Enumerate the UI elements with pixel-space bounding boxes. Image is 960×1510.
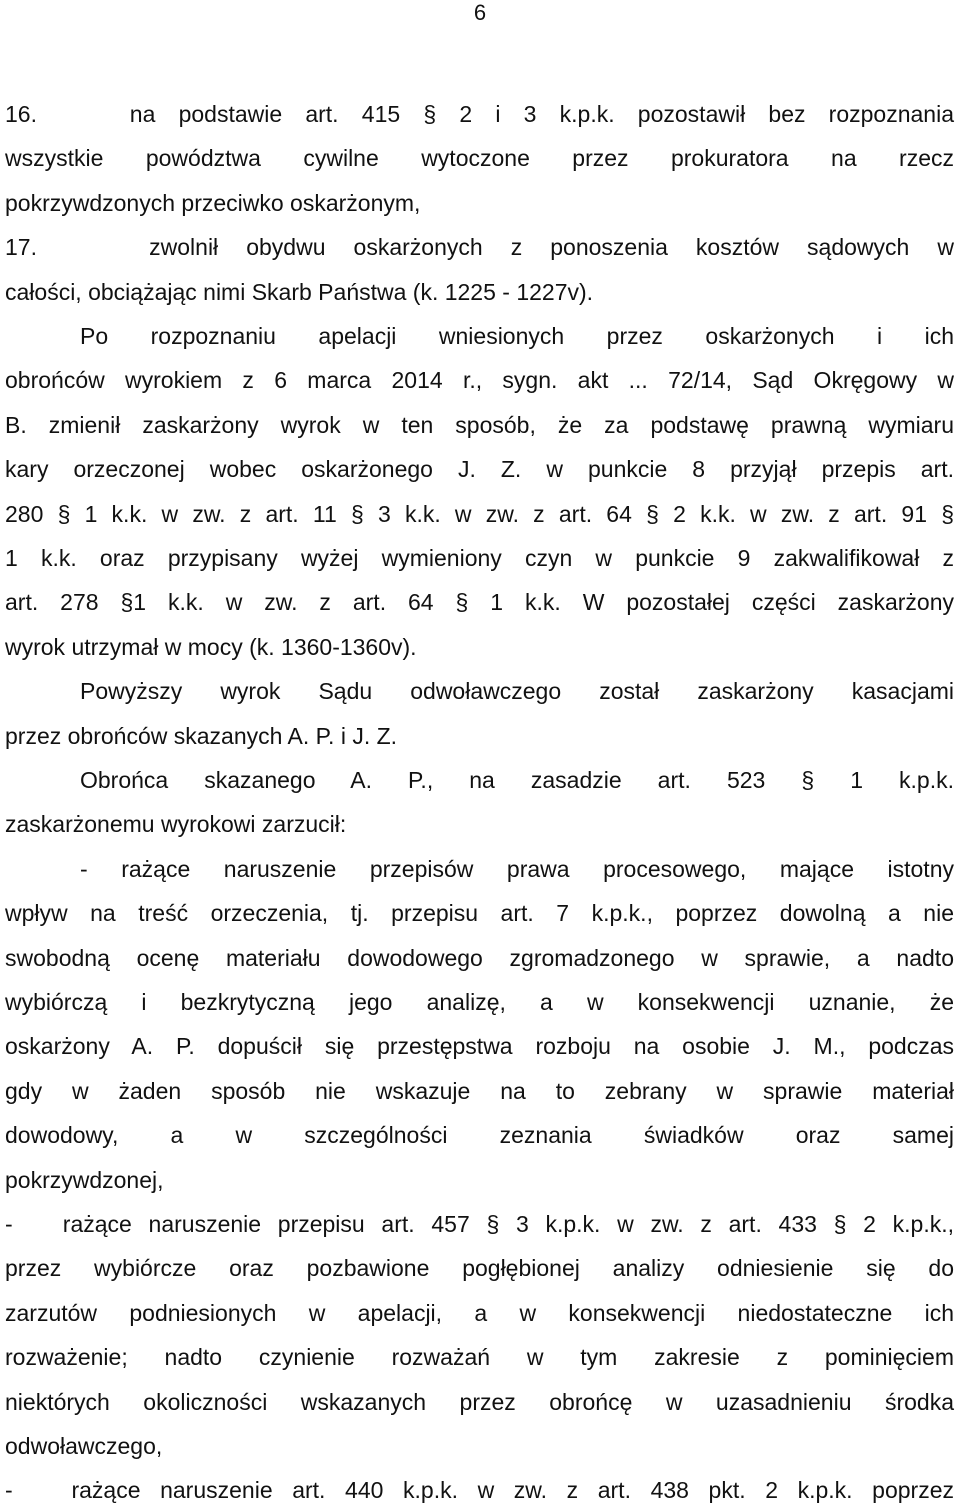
text-line: obrońców wyrokiem z 6 marca 2014 r., sygn. akt ... 72/14, Sąd Okręgowy w bbox=[5, 367, 954, 394]
text-line: przez obrońców skazanych A. P. i J. Z. bbox=[5, 722, 398, 749]
text-line: dowodowy, a w szczególności zeznania świadków oraz samej bbox=[5, 1122, 954, 1149]
text-line: - rażące naruszenie art. 440 k.p.k. w zw. z art. 438 pkt. 2 k.p.k. poprzez bbox=[5, 1477, 954, 1504]
text-line: pokrzywdzonych przeciwko oskarżonym, bbox=[5, 189, 421, 216]
text-line: wszystkie powództwa cywilne wytoczone przez prokuratora na rzecz bbox=[5, 145, 954, 172]
text-line: Po rozpoznaniu apelacji wniesionych przez oskarżonych i ich bbox=[80, 323, 954, 349]
text-line: zaskarżonemu wyrokowi zarzucił: bbox=[5, 811, 347, 838]
text-line: Obrońca skazanego A. P., na zasadzie art. 523 § 1 k.p.k. bbox=[80, 767, 954, 793]
text-line: całości, obciążając nimi Skarb Państwa (k. 1225 - 1227v). bbox=[5, 278, 594, 305]
text-line: B. zmienił zaskarżony wyrok w ten sposób, że za podstawę prawną wymiaru bbox=[5, 411, 954, 438]
text-line: pokrzywdzonej, bbox=[5, 1166, 164, 1193]
text-line: wyrok utrzymał w mocy (k. 1360-1360v). bbox=[5, 633, 417, 660]
text-line: swobodną ocenę materiału dowodowego zgromadzonego w sprawie, a nadto bbox=[5, 944, 954, 971]
text-line: - rażące naruszenie przepisów prawa procesowego, mające istotny bbox=[80, 855, 954, 882]
text-line: Powyższy wyrok Sądu odwoławczego został zaskarżony kasacjami bbox=[80, 678, 954, 705]
text-line: odwoławczego, bbox=[5, 1433, 163, 1459]
text-line: zarzutów podniesionych w apelacji, a w konsekwencji niedostateczne ich bbox=[5, 1299, 954, 1326]
text-line: gdy w żaden sposób nie wskazuje na to zebrany w sprawie materiał bbox=[5, 1077, 954, 1104]
text-line: 16. na podstawie art. 415 § 2 i 3 k.p.k. pozostawił bez rozpoznania bbox=[5, 101, 954, 127]
text-line: 280 § 1 k.k. w zw. z art. 11 § 3 k.k. w zw. z art. 64 § 2 k.k. w zw. z art. 91 § bbox=[5, 500, 954, 527]
text-line: kary orzeczonej wobec oskarżonego J. Z. w punkcie 8 przyjął przepis art. bbox=[5, 456, 954, 483]
text-line: wpływ na treść orzeczenia, tj. przepisu art. 7 k.p.k., poprzez dowolną a nie bbox=[5, 900, 954, 927]
text-line: - rażące naruszenie przepisu art. 457 § 3 k.p.k. w zw. z art. 433 § 2 k.p.k., bbox=[5, 1211, 954, 1237]
text-line: 17. zwolnił obydwu oskarżonych z ponoszenia kosztów sądowych w bbox=[5, 234, 954, 261]
text-line: niektórych okoliczności wskazanych przez obrońcę w uzasadnieniu środka bbox=[5, 1388, 954, 1415]
text-line: wybiórczą i bezkrytyczną jego analizę, a w konsekwencji uznanie, że bbox=[5, 989, 954, 1015]
text-line: przez wybiórcze oraz pozbawione pogłębionej analizy odniesienie się do bbox=[5, 1255, 954, 1282]
text-line: rozważenie; nadto czynienie rozważań w tym zakresie z pominięciem bbox=[5, 1344, 954, 1371]
text-line: 1 k.k. oraz przypisany wyżej wymieniony czyn w punkcie 9 zakwalifikował z bbox=[5, 545, 954, 571]
text-line: oskarżony A. P. dopuścił się przestępstwa rozboju na osobie J. M., podczas bbox=[5, 1033, 954, 1060]
text-line: art. 278 §1 k.k. w zw. z art. 64 § 1 k.k. W pozostałej części zaskarżony bbox=[5, 589, 954, 616]
page-number: 6 bbox=[473, 0, 487, 25]
